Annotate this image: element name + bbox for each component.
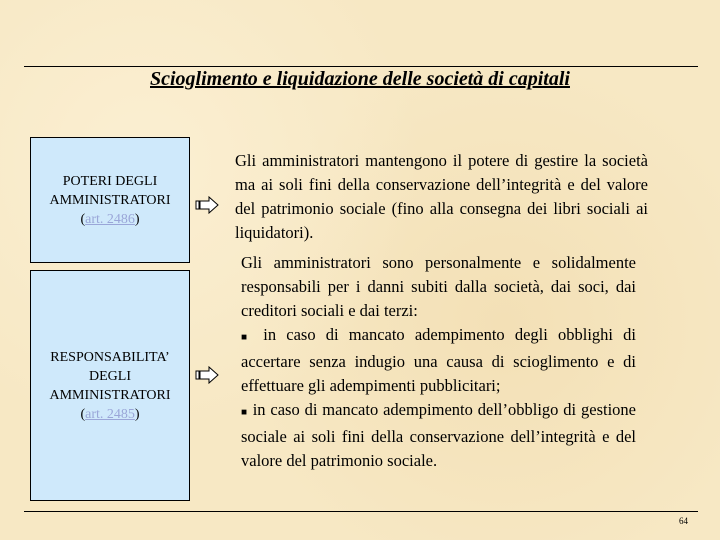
box-label: POTERI DEGLI: [62, 173, 158, 189]
box-label: AMMINISTRATORI: [49, 192, 171, 208]
bottom-rule: [24, 511, 698, 512]
liability-bullet: in caso di mancato adempimento dell’obbligo di gestione sociale ai soli fini della conservazione dell’integrità e del valore del patrimonio sociale.: [241, 400, 636, 470]
liability-intro: Gli amministratori sono personalmente e solidalmente responsabili per i danni subiti dalla società, dai soci, dai creditori sociali e dai terzi:: [241, 253, 636, 320]
arrow-right-icon: [195, 196, 219, 214]
powers-box: POTERI DEGLI AMMINISTRATORI (art. 2486): [30, 137, 190, 263]
box-label: AMMINISTRATORI: [49, 387, 171, 403]
box-label: DEGLI: [89, 368, 131, 384]
article-link[interactable]: art. 2485: [85, 406, 135, 422]
bullet-icon: ■: [241, 332, 254, 343]
page-number: 64: [679, 516, 688, 526]
bullet-icon: ■: [241, 407, 248, 418]
liability-bullet: in caso di mancato adempimento degli obblighi di accertare senza indugio una causa di scioglimento e di effettuare gli adempimenti pubblicitari;: [241, 325, 637, 395]
liability-box: RESPONSABILITA’ DEGLI AMMINISTRATORI (art. 2485): [30, 270, 190, 501]
liability-text: [241, 251, 636, 473]
powers-text: Gli amministratori mantengono il potere di gestire la società ma ai soli fini della conservazione dell’integrità e del valore del patrimonio sociale (fino alla consegna dei libri sociali ai liquidatori).: [235, 151, 648, 242]
arrow-right-icon: [195, 366, 219, 384]
article-link[interactable]: art. 2486: [85, 211, 135, 227]
box-label: RESPONSABILITA’: [50, 349, 170, 365]
slide-title: Scioglimento e liquidazione delle società di capitali: [150, 68, 570, 90]
top-rule: [24, 66, 698, 67]
